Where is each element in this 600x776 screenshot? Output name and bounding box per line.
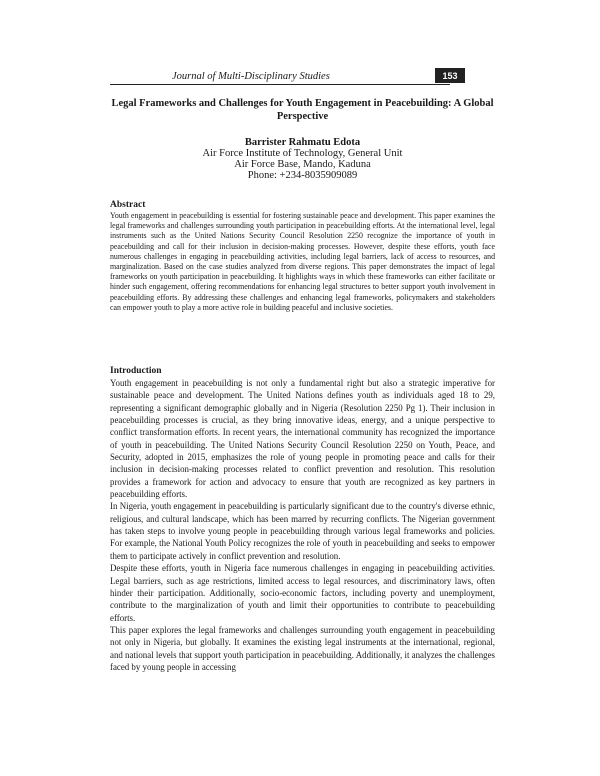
introduction-heading: Introduction [110,366,162,376]
running-header [110,68,495,86]
author-name: Barrister Rahmatu Edota [244,137,361,148]
introduction-body [110,377,495,673]
body-paragraph: This paper explores the legal frameworks and challenges surrounding youth engagement in peacebuilding not only in Nigeria, but globally. It examines the existing legal instruments at the international, regional, and national levels that support youth participation in peacebuilding. Additionally, it analyzes the challenges faced by young people in accessing [110,624,495,672]
body-paragraph: In Nigeria, youth engagement in peacebuilding is particularly significant due to the country's diverse ethnic, religious, and cultural landscape, which has been marred by recurring conflicts. The Nigerian government has taken steps to involve young people in peacebuilding through various legal frameworks and policies. For example, the National Youth Policy recognizes the role of youth in peacebuilding and seeks to empower them to participate actively in conflict prevention and resolution. [110,501,495,561]
header-rule [110,84,450,85]
author-phone: Phone: +234-8035909089 [247,170,358,181]
body-paragraph: Despite these efforts, youth in Nigeria face numerous challenges in engaging in peacebuilding activities. Legal barriers, such as age restrictions, limited access to legal resources, and discriminatory laws, often hinder their participation. Additionally, socio-economic factors, including poverty and unemployment, contribute to the marginalization of youth and limit their opportunities to contribute to peacebuilding efforts. [110,563,495,623]
author-affiliation: Air Force Institute of Technology, General Unit [202,148,403,159]
page-number-badge: 153 [435,68,465,83]
abstract-heading: Abstract [110,200,146,210]
body-paragraph: Youth engagement in peacebuilding is not only a fundamental right but also a strategic imperative for sustainable peace and development. The United Nations defines youth as individuals aged 18 to 29, representing a significant demographic globally and in Nigeria (Resolution 2250 Pg 1). Their inclusion in peacebuilding processes is crucial, as they bring innovative ideas, energy, and a unique perspective to conflict transformation efforts. In recent years, the international community has recognized the importance of youth in peacebuilding. The United Nations Security Council Resolution 2250 on Youth, Peace, and Security, adopted in 2015, emphasizes the role of young people in promoting peace and calls for their inclusion in decision-making processes related to conflict prevention and resolution. This resolution provides a framework for action and advocacy to ensure that youth are recognized as key partners in peacebuilding efforts. [110,378,495,500]
journal-name: Journal of Multi-Disciplinary Studies [172,71,330,82]
paper-title: Legal Frameworks and Challenges for Youth Engagement in Peacebuilding: A Global Perspective [111,98,494,122]
abstract-text: Youth engagement in peacebuilding is essential for fostering sustainable peace and development. This paper examines the legal frameworks and challenges surrounding youth participation in peacebuilding efforts. At the international level, legal instruments such as the United Nations Security Council Resolution 2250 recognize the importance of youth in peacebuilding and call for their inclusion in decision-making processes. However, despite these efforts, youth face numerous challenges in engaging in peacebuilding activities, including legal barriers, lack of access to resources, and marginalization. Based on the case studies analyzed from diverse regions. This paper demonstrates the impact of legal frameworks on youth participation in peacebuilding. It highlights ways in which these frameworks can either facilitate or hinder such engagement, offering recommendations for enhancing legal structures to better support youth involvement in peacebuilding efforts. By addressing these challenges and enhancing legal frameworks, policymakers and stakeholders can empower youth to play a more active role in building peaceful and inclusive societies. [110,211,495,312]
author-address: Air Force Base, Mando, Kaduna [234,159,371,170]
author-block [110,137,495,181]
